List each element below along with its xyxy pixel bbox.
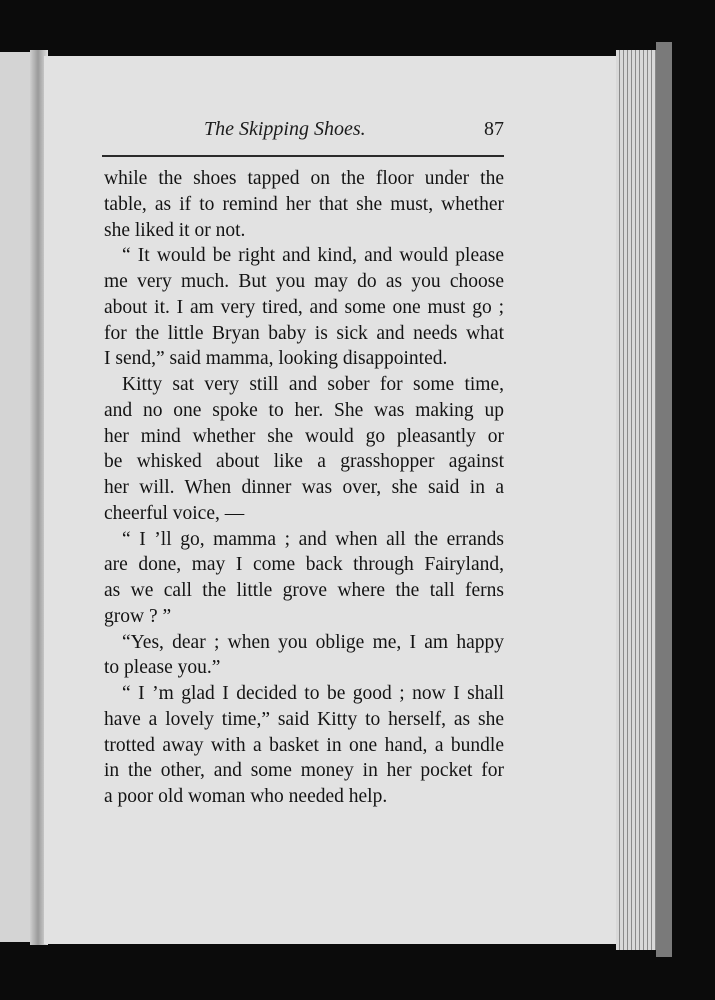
text-line: in the other, and some money in her pocket for: [104, 760, 504, 782]
text-line: and no one spoke to her. She was making up: [104, 399, 504, 421]
text-line: “ It would be right and kind, and would please: [122, 245, 504, 267]
text-line: trotted away with a basket in one hand, a bundle: [104, 734, 504, 756]
text-line: “Yes, dear ; when you oblige me, I am happy: [122, 631, 504, 653]
text-line: be whisked about like a grasshopper against: [104, 451, 504, 473]
text-line: her mind whether she would go pleasantly or: [104, 425, 504, 447]
text-line: have a lovely time,” said Kitty to herself, as she: [104, 708, 504, 730]
text-line: a poor old woman who needed help.: [104, 786, 388, 807]
body-text: [104, 166, 504, 810]
text-line: me very much. But you may do as you choose: [104, 271, 504, 292]
text-line: I send,” said mamma, looking disappointed.: [104, 348, 448, 370]
text-line: while the shoes tapped on the floor under the: [104, 168, 504, 189]
running-header: [104, 118, 504, 148]
text-line: about it. I am very tired, and some one must go ;: [104, 296, 504, 318]
book-cover-edge: [656, 42, 672, 957]
text-line: Kitty sat very still and sober for some time,: [122, 374, 504, 395]
text-line: her will. When dinner was over, she said in a: [104, 477, 504, 498]
text-line: to please you.”: [104, 657, 221, 679]
text-line: cheerful voice, —: [104, 502, 245, 524]
text-line: “ I ’m glad I decided to be good ; now I shall: [122, 683, 504, 704]
text-line: are done, may I come back through Fairyland,: [104, 554, 504, 576]
text-line: as we call the little grove where the tall ferns: [104, 580, 504, 601]
text-line: for the little Bryan baby is sick and needs what: [104, 322, 504, 344]
header-rule: [102, 155, 504, 157]
page-number: 87: [484, 118, 504, 140]
text-line: table, as if to remind her that she must, whether: [104, 193, 504, 215]
text-line: she liked it or not.: [104, 219, 246, 241]
running-title: The Skipping Shoes.: [204, 118, 366, 140]
text-line: grow ? ”: [104, 605, 172, 627]
text-line: “ I ’ll go, mamma ; and when all the errands: [122, 528, 504, 550]
